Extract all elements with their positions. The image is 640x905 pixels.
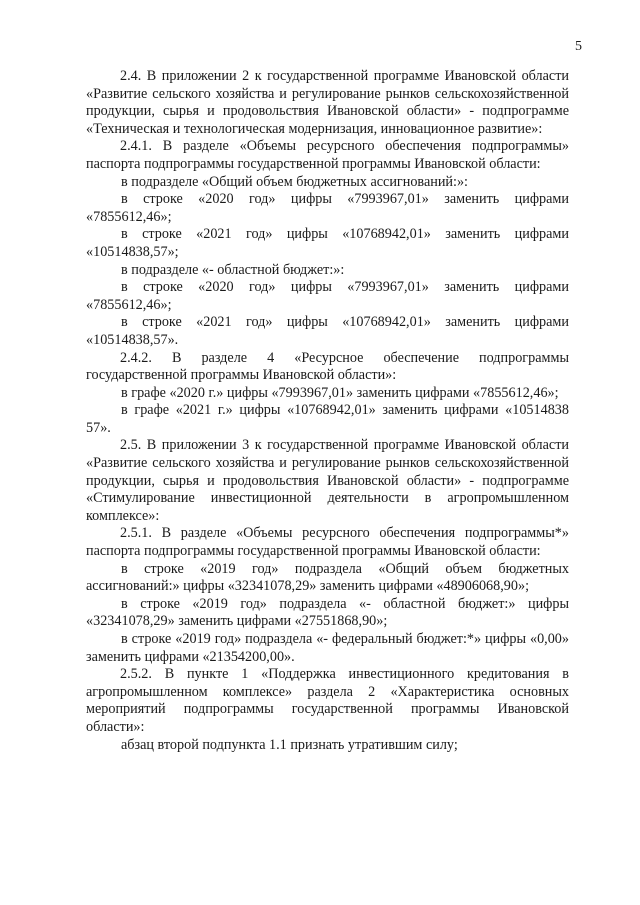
paragraph-regional-2020: в строке «2020 год» цифры «7993967,01» заменить цифрами «7855612,46»; [86, 279, 569, 313]
paragraph-federal-2019: в строке «2019 год» подраздела «- федеральный бюджет:*» цифры «0,00» заменить цифрами «21354200,00». [86, 631, 569, 665]
paragraph-total-2021: в строке «2021 год» цифры «10768942,01» заменить цифрами «10514838,57»; [86, 226, 569, 260]
paragraph-2-5-1: 2.5.1. В разделе «Объемы ресурсного обеспечения подпрограммы*» паспорта подпрограммы государственной программы Ивановской области: [86, 525, 569, 560]
paragraph-2-5-2: 2.5.2. В пункте 1 «Поддержка инвестиционного кредитования в агропромышленном комплексе» раздела 2 «Характеристика основных мероприятий подпрограммы государственной программы Ивановской области»: [86, 666, 569, 735]
paragraph-total-2020: в строке «2020 год» цифры «7993967,01» заменить цифрами «7855612,46»; [86, 191, 569, 225]
paragraph-2-5: 2.5. В приложении 3 к государственной программе Ивановской области «Развитие сельского хозяйства и регулирование рынков сельскохозяйственной продукции, сырья и продовольствия Ивановской области» - подпрограмме «Стимулирование инвестиционной деятельности в агропромышленном комплексе»: [86, 437, 569, 524]
paragraph-invalidate-clause: абзац второй подпункта 1.1 признать утратившим силу; [121, 736, 458, 753]
paragraph-2-4-2: 2.4.2. В разделе 4 «Ресурсное обеспечение подпрограммы государственной программы Ивановской области»: [86, 349, 569, 384]
paragraph-2-4-1: 2.4.1. В разделе «Объемы ресурсного обеспечения подпрограммы» паспорта подпрограммы государственной программы Ивановской области: [86, 138, 569, 172]
paragraph-2-4: 2.4. В приложении 2 к государственной программе Ивановской области «Развитие сельского хозяйства и регулирование рынков сельскохозяйственной продукции, сырья и продовольствия Ивановской области» - подпрограмме «Техническая и технологическая модернизация, инновационное развитие»: [86, 68, 569, 137]
paragraph-regional-budget-subsection: в подразделе «- областной бюджет:»: [121, 261, 345, 278]
paragraph-column-2021: в графе «2021 г.» цифры «10768942,01» заменить цифрами «10514838 57». [86, 402, 569, 436]
paragraph-regional-2021: в строке «2021 год» цифры «10768942,01» заменить цифрами «10514838,57». [86, 314, 569, 348]
document-body [86, 68, 569, 754]
paragraph-column-2020: в графе «2020 г.» цифры «7993967,01» заменить цифрами «7855612,46»; [121, 384, 559, 401]
paragraph-regional-2019: в строке «2019 год» подраздела «- областной бюджет:» цифры «32341078,29» заменить цифрами «27551868,90»; [86, 595, 569, 630]
paragraph-total-budget-subsection: в подразделе «Общий объем бюджетных ассигнований:»: [121, 173, 468, 190]
paragraph-total-2019: в строке «2019 год» подраздела «Общий объем бюджетных ассигнований:» цифры «32341078,29» заменить цифрами «48906068,90»; [86, 560, 569, 595]
page-number: 5 [575, 39, 582, 54]
